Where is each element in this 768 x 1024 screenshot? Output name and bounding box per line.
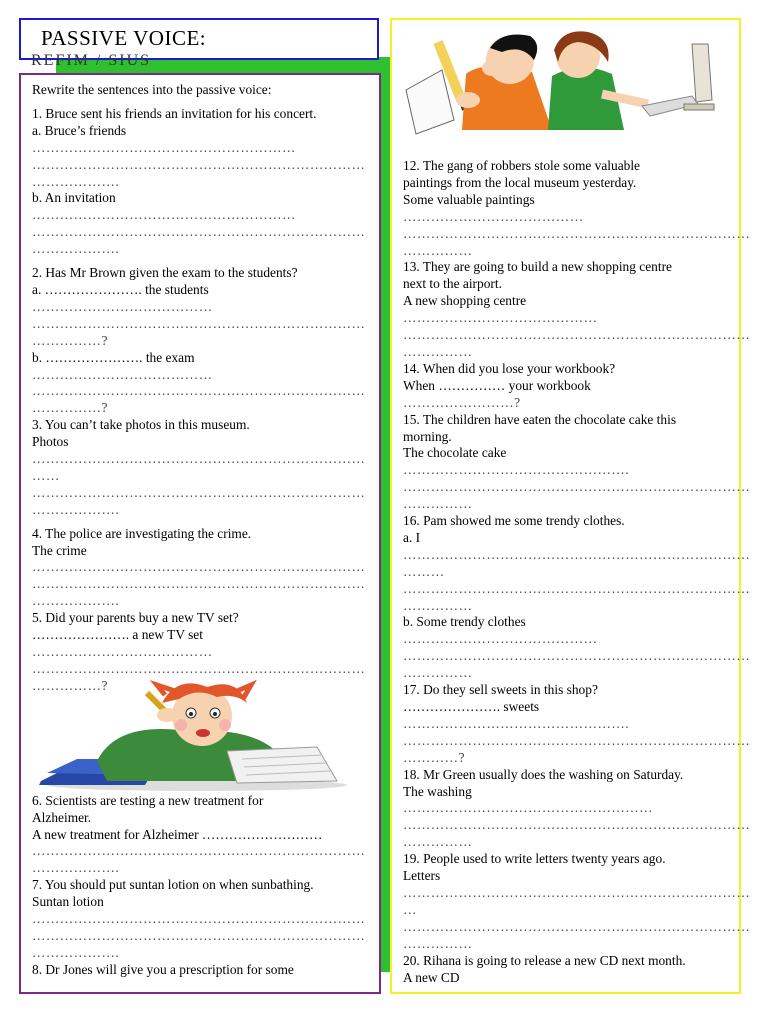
- line-gap: [32, 519, 372, 526]
- answer-line: ……………….: [32, 173, 120, 189]
- title-box: [19, 18, 379, 69]
- exercise-line: a. I: [403, 529, 421, 545]
- exercise-line: b. Some trendy clothes: [403, 614, 526, 630]
- answer-line: ………………………………………………………………: [32, 156, 366, 172]
- answer-line: …………………………………………………………………: [403, 580, 751, 596]
- answer-line: …………………………………………………………………: [403, 479, 751, 495]
- exercise-line: 19. People used to write letters twenty years ago.: [403, 851, 666, 867]
- thinking-boy-illustration: [37, 681, 357, 793]
- exercise-line: The chocolate cake: [403, 445, 507, 461]
- exercise-line: 7. You should put suntan lotion on when sunbathing.: [32, 877, 314, 893]
- answer-line: ………………………………………………………………: [32, 576, 366, 592]
- exercise-line: 17. Do they sell sweets in this shop?: [403, 682, 598, 698]
- exercise-line: a. …………………. the students: [32, 281, 209, 297]
- answer-line: …………?: [403, 749, 466, 765]
- exercise-line: paintings from the local museum yesterday.: [403, 174, 637, 190]
- answer-line: ……………….: [32, 593, 120, 609]
- exercise-line: Photos: [32, 434, 69, 450]
- left-exercise-lines: [32, 99, 372, 695]
- answer-line: ……: [32, 467, 60, 483]
- answer-line: ……………………?: [403, 394, 521, 410]
- exercise-line: 1. Bruce sent his friends an invitation for his concert.: [32, 105, 317, 121]
- answer-line: ……………: [403, 935, 473, 951]
- exercise-line: When …………… your workbook: [403, 377, 591, 393]
- answer-line: …………………………………: [32, 366, 213, 382]
- answer-line: ………………………………………………………………: [32, 484, 366, 500]
- exercise-line: 14. When did you lose your workbook?: [403, 360, 616, 376]
- answer-line: …………………………………………………………………: [403, 732, 751, 748]
- exercise-line: b. An invitation: [32, 190, 116, 206]
- right-exercise-lines: [403, 158, 751, 986]
- exercise-line: 6. Scientists are testing a new treatment for: [32, 792, 264, 808]
- answer-line: ……………: [403, 496, 473, 512]
- answer-line: ……………: [403, 665, 473, 681]
- exercise-line: Letters: [403, 868, 441, 884]
- answer-line: …………………………………: [32, 298, 213, 314]
- right-exercise-panel: [390, 18, 751, 994]
- exercise-line: A new CD: [403, 969, 460, 985]
- exercise-line: 18. Mr Green usually does the washing on Saturday.: [403, 766, 684, 782]
- exercise-line: 15. The children have eaten the chocolate cake this: [403, 411, 677, 427]
- exercise-line: 3. You can’t take photos in this museum.: [32, 417, 250, 433]
- line-gap: [32, 258, 372, 265]
- answer-line: …………………………………………………………………: [403, 327, 751, 343]
- answer-line: ………………………………………………………………: [32, 660, 366, 676]
- answer-line: …………………………………………………: [32, 139, 296, 155]
- exercise-line: Some valuable paintings: [403, 191, 535, 207]
- answer-line: ………………………………………………………………: [32, 383, 366, 399]
- exercise-line: Alzheimer.: [32, 809, 92, 825]
- answer-line: ………………………………………………………………: [32, 451, 366, 467]
- answer-line: ………………………………………………………………: [32, 224, 366, 240]
- exercise-line: 5. Did your parents buy a new TV set?: [32, 610, 239, 626]
- answer-line: ……………: [403, 834, 473, 850]
- exercise-line: 8. Dr Jones will give you a prescription for some: [32, 961, 294, 977]
- left-column: [32, 82, 372, 979]
- answer-line: …………………………………: [32, 644, 213, 659]
- answer-line: ………………………………………………………………: [32, 559, 366, 575]
- answer-line: ……………………………………: [403, 310, 598, 326]
- exercise-line: Suntan lotion: [32, 894, 104, 910]
- exercise-line: next to the airport.: [403, 276, 502, 292]
- answer-line: ……………?: [32, 332, 108, 348]
- exercise-line: The crime: [32, 542, 87, 558]
- exercise-line: 4. The police are investigating the crime.: [32, 525, 252, 541]
- answer-line: ………………………………………………………………: [32, 315, 366, 331]
- exercise-line: A new shopping centre: [403, 293, 527, 309]
- answer-line: …………………………………………………………………: [403, 884, 751, 900]
- answer-line: ……………….: [32, 860, 120, 876]
- title-overflow-text: REFIM / SIUS: [31, 52, 152, 69]
- exercise-line: 16. Pam showed me some trendy clothes.: [403, 513, 625, 529]
- answer-line: ………………………………………………………………: [32, 911, 366, 927]
- answer-line: ……………….: [32, 501, 120, 517]
- line-gap: [32, 99, 372, 106]
- exercise-line: The washing: [403, 783, 472, 799]
- answer-line: ……………….: [32, 241, 120, 257]
- exercise-line: 20. Rihana is going to release a new CD next month.: [403, 952, 686, 968]
- exercise-line: A new treatment for Alzheimer ………………………: [32, 826, 323, 842]
- answer-line: ………………………………………………………………: [32, 927, 366, 943]
- answer-line: ……………: [403, 242, 473, 258]
- exercise-line: b. …………………. the exam: [32, 349, 195, 365]
- answer-line: …………………………………………………………………: [403, 648, 751, 664]
- answer-line: ……………?: [32, 400, 108, 416]
- answer-line: ……………: [403, 597, 473, 613]
- exercise-line: a. Bruce’s friends: [32, 122, 127, 138]
- answer-line: ……………………………………: [403, 631, 598, 647]
- answer-line: …………………………………………………………………: [403, 225, 751, 241]
- exercise-line: 12. The gang of robbers stole some valuable: [403, 158, 641, 173]
- exercise-line: …………………. sweets: [403, 699, 540, 714]
- left-exercise-lines-continued: [32, 793, 372, 979]
- answer-line: …………………………………: [403, 208, 584, 224]
- answer-line: ……………: [403, 343, 473, 359]
- exercise-line: morning.: [403, 428, 452, 444]
- left-exercise-panel: [19, 73, 381, 994]
- answer-line: …………………………………………………: [32, 207, 296, 223]
- answer-line: ………: [403, 563, 445, 579]
- answer-line: …………………………………………………………………: [403, 918, 751, 934]
- answer-line: ……………….: [32, 944, 120, 960]
- answer-line: …………………………………………………………………: [403, 817, 751, 833]
- students-writing-illustration: [402, 30, 722, 140]
- instructions: Rewrite the sentences into the passive voice:: [32, 82, 272, 97]
- answer-line: …: [403, 901, 417, 917]
- exercise-line: …………………. a new TV set: [32, 627, 203, 643]
- answer-line: ………………………………………….: [403, 462, 630, 478]
- answer-line: ………………………………………….: [403, 715, 630, 731]
- worksheet-title: PASSIVE VOICE:: [41, 26, 207, 50]
- exercise-line: 13. They are going to build a new shopping centre: [403, 259, 672, 275]
- answer-line: …………………………………………………………………: [403, 546, 751, 562]
- answer-line: ………………………………………………: [403, 800, 654, 816]
- answer-line: ………………………………………………………………: [32, 843, 366, 859]
- exercise-line: 2. Has Mr Brown given the exam to the students?: [32, 265, 298, 281]
- answer-line: ……………?: [32, 677, 108, 693]
